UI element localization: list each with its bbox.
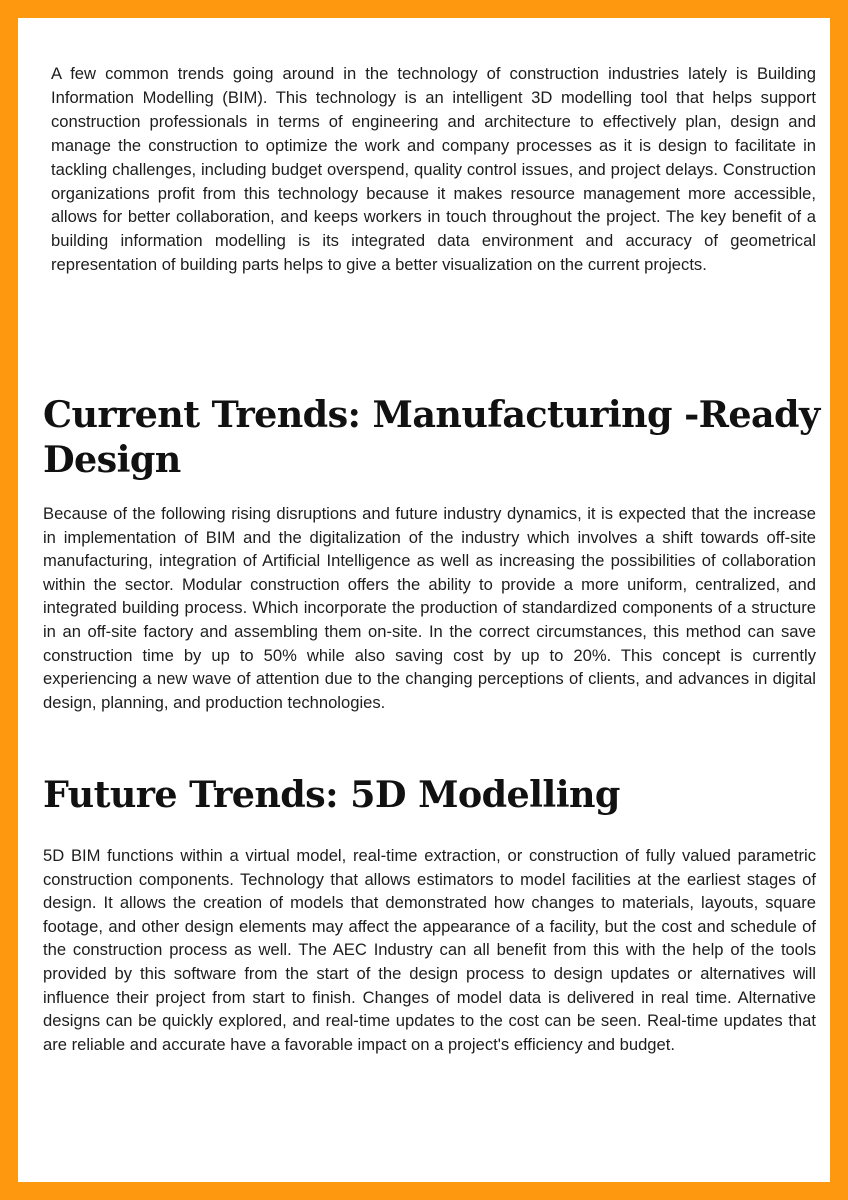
section-heading-current-trends: Current Trends: Manufacturing -Ready Design xyxy=(43,393,820,481)
section-heading-future-trends: Future Trends: 5D Modelling xyxy=(43,773,620,816)
section-body-future-trends: 5D BIM functions within a virtual model, real-time extraction, or construction of fully valued parametric construction components. Technology that allows estimators to model facilities at the earliest stages of design. It allows the creation of models that demonstrated how changes to materials, layouts, square footage, and other design elements may affect the appearance of a facility, but the cost and schedule of the construction process as well. The AEC Industry can all benefit from this with the help of the tools provided by this software from the start of the design process to design updates or alternatives will influence their project from start to finish. Changes of model data is delivered in real time. Alternative designs can be quickly explored, and real-time updates to the cost can be seen. Real-time updates that are reliable and accurate have a favorable impact on a project's efficiency and budget. xyxy=(43,846,816,1054)
section-body-current-trends: Because of the following rising disruptions and future industry dynamics, it is expected that the increase in implementation of BIM and the digitalization of the industry which involves a shift towards off-site manufacturing, integration of Artificial Intelligence as well as increasing the possibilities of collaboration within the sector. Modular construction offers the ability to provide a more uniform, centralized, and integrated building process. Which incorporate the production of standardized components of a structure in an off-site factory and assembling them on-site. In the correct circumstances, this method can save construction time by up to 50% while also saving cost by up to 20%. This concept is currently experiencing a new wave of attention due to the changing perceptions of clients, and advances in digital design, planning, and production technologies. xyxy=(43,504,816,712)
intro-paragraph: A few common trends going around in the technology of construction industries lately is Building Information Modelling (BIM). This technology is an intelligent 3D modelling tool that helps support construction professionals in terms of engineering and architecture to effectively plan, design and manage the construction to optimize the work and company processes as it is design to facilitate in tackling challenges, including budget overspend, quality control issues, and project delays. Construction organizations profit from this technology because it makes resource management more accessible, allows for better collaboration, and keeps workers in touch throughout the project. The key benefit of a building information modelling is its integrated data environment and accuracy of geometrical representation of building parts helps to give a better visualization on the current projects. xyxy=(51,64,816,275)
